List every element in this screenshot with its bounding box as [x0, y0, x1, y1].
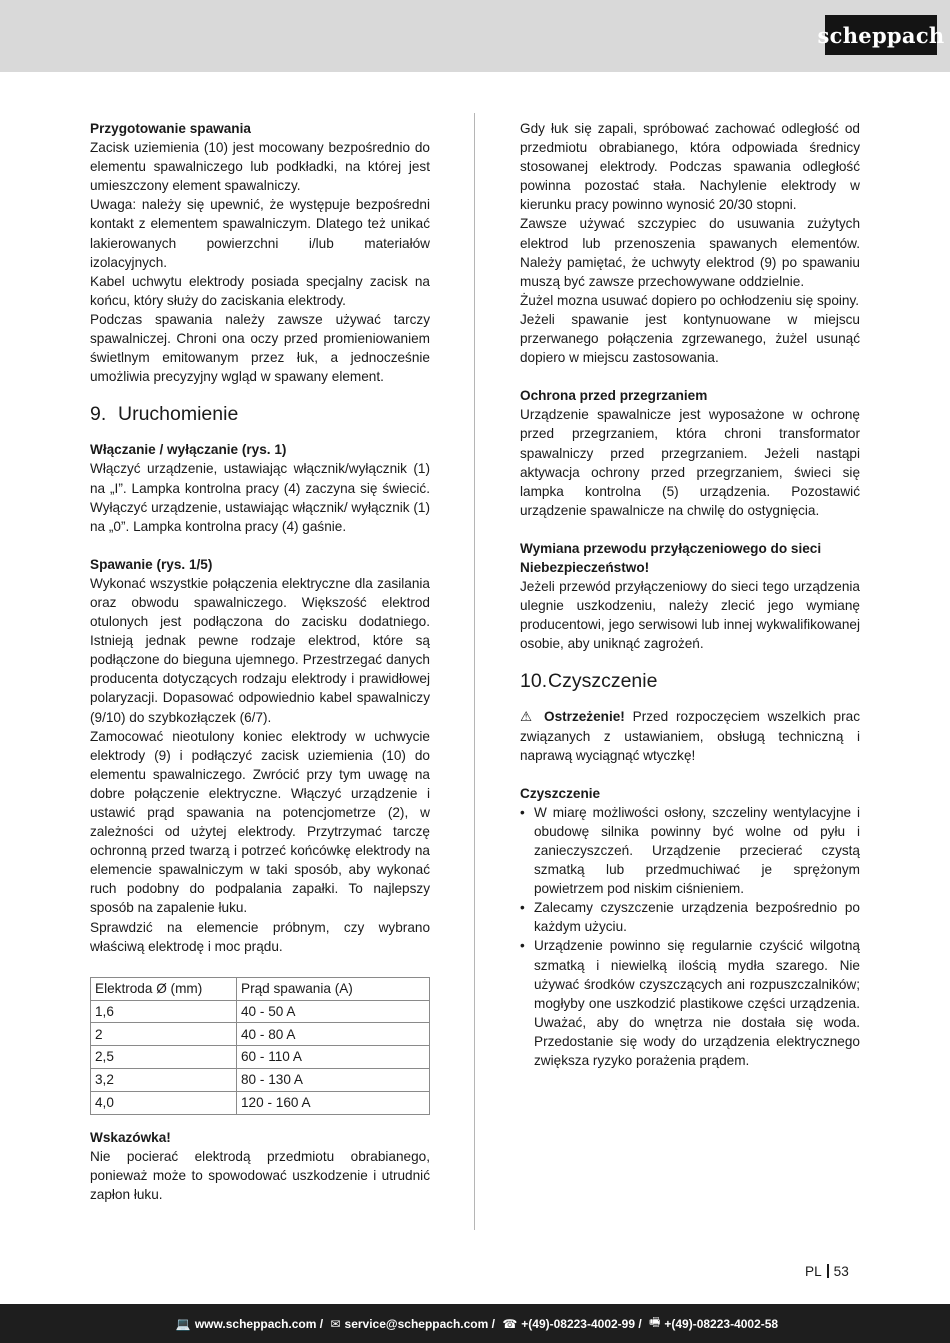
table-header-cell: Prąd spawania (A): [237, 977, 430, 1000]
table-cell: 3,2: [91, 1068, 237, 1091]
page-language: PL: [805, 1264, 822, 1279]
column-divider: [474, 113, 475, 1230]
welding-heading: Spawanie (rys. 1/5): [90, 556, 213, 572]
section-9-heading: [90, 402, 430, 426]
fax-icon: 🖷: [649, 1315, 661, 1329]
arc-paragraph-1: Gdy łuk się zapali, spróbować zachować odległość od przedmiotu obrabianego, która odpowiada średnicy stosowanej elektrody. Podczas spawania odległość powinna pozostać stała. Nachylenie elektrody w kierunku pracy powinno wynosić 20/30 stopni.: [520, 121, 860, 213]
hint-text: Nie pocierać elektrodą przedmiotu obrabianego, ponieważ może to spowodować uszkodzenie i utrudnić zapłon łuku.: [90, 1148, 430, 1202]
welding-current-table: [90, 977, 430, 1115]
section-10-title: Czyszczenie: [548, 670, 658, 693]
section-10-heading: [520, 669, 860, 693]
arc-paragraph-2: Zawsze używać szczypiec do usuwania zużytych elektrod lub przenoszenia spawanych elementów. Należy pamiętać, że uchwyty elektrod (9) po spawaniu muszą być zawsze przechowywane oddzielnie.: [520, 216, 860, 289]
list-item-text: W miarę możliwości osłony, szczeliny wentylacyjne i obudowę silnika powinny być wolne od pyłu i zanieczyszczeń. Urządzenie przecierać czystą szmatką lub przedmuchiwać je sprężonym powietrzem pod niskim ciśnieniem.: [534, 804, 860, 897]
cable-danger: Niebezpieczeństwo!: [520, 559, 650, 575]
hint-heading: Wskazówka!: [90, 1129, 171, 1145]
table-row: [91, 1023, 430, 1046]
table-cell: 4,0: [91, 1091, 237, 1114]
prep-paragraph-2: Uwaga: należy się upewnić, że występuje bezpośredni kontakt z elementem spawalniczym. Dlatego też unikać lakierowanych powierzchni i/lub materiałów izolacyjnych.: [90, 197, 430, 270]
cleaning-list: [520, 803, 860, 1070]
welding-paragraph-2: Zamocować nieotulony koniec elektrody w uchwycie elektrody (9) i podłączyć zacisk uziemienia (10) do elementu spawalniczego. Zwrócić przy tym uwagę na dobre połączenie elektryczne. Włączyć urządzenie i ustawić prąd spawania na potencjometrze (2), w zależności od użytej elektrody. Przytrzymać tarczę ochronną przed twarzą i potrzeć końcówkę elektrody na elemencie spawalniczym w taki sposób, aby wykonać ruch podobny do podpalania zapałki. To najlepszy sposób na zapalenie łuku.: [90, 728, 430, 916]
phone-icon: ☎: [502, 1316, 518, 1331]
welding-paragraph-1: Wykonać wszystkie połączenia elektryczne dla zasilania oraz obwodu spawalniczego. Większość elektrod otulonych jest podłączona do zacisku dodatniego. Istnieją jednak pewne rodzaje elektrod, które są podłączone do bieguna ujemnego. Przestrzegać danych producenta dotyczących rodzaju elektrody i prawidłowej polaryzacji. Dopasować odpowiednio kabel spawalniczy (9/10) do szybkozłączek (6/7).: [90, 575, 430, 725]
table-cell: 1,6: [91, 1000, 237, 1023]
onoff-heading: Włączanie / wyłączanie (rys. 1): [90, 442, 287, 458]
prep-paragraph-4: Podczas spawania należy zawsze używać tarczy spawalniczej. Chroni ona oczy przed promieniowaniem świetlnym emitowanym przez łuk, a jednocześnie umożliwia precyzyjny wgląd w spawany element.: [90, 311, 430, 385]
section-9-number: 9.: [90, 403, 107, 426]
list-item-text: Zalecamy czyszczenie urządzenia bezpośrednio po każdym użyciu.: [534, 900, 860, 935]
page-number-separator: [827, 1264, 829, 1278]
welding-paragraph-3: Sprawdzić na elemencie próbnym, czy wybrano właściwą elektrodę i moc prądu.: [90, 919, 430, 954]
onoff-text: Włączyć urządzenie, ustawiając włącznik/wyłącznik (1) na „I”. Lampka kontrolna pracy (4) zaczyna się świecić. Wyłączyć urządzenie, ustawiając włącznik/ wyłącznik (1) na „0”. Lampka kontrolna pracy (4) gaśnie.: [90, 461, 430, 534]
bullet-icon: •: [520, 938, 525, 954]
header-bar: [0, 0, 950, 72]
list-item: [520, 936, 860, 1070]
table-row: [91, 1046, 430, 1069]
computer-icon: 💻: [175, 1316, 191, 1331]
list-item: [520, 898, 860, 936]
section-9-title: Uruchomienie: [118, 403, 239, 426]
overheat-heading: Ochrona przed przegrzaniem: [520, 388, 708, 404]
cleaning-heading: Czyszczenie: [520, 785, 601, 801]
warning-icon: ⚠: [520, 709, 537, 725]
table-cell: 80 - 130 A: [237, 1068, 430, 1091]
table-cell: 60 - 110 A: [237, 1046, 430, 1069]
arc-paragraph-3: Żużel mozna usuwać dopiero po ochłodzeniu się spoiny.: [520, 292, 860, 308]
footer-email-link[interactable]: service@scheppach.com: [344, 1316, 489, 1331]
footer-separator: /: [316, 1316, 327, 1331]
bullet-icon: •: [520, 804, 525, 820]
table-row: [91, 1000, 430, 1023]
prep-paragraph-1: Zacisk uziemienia (10) jest mocowany bezpośrednio do elementu spawalniczego lub podkładki, na której jest umieszczony element spawalniczy.: [90, 140, 430, 194]
arc-paragraph-4: Jeżeli spawanie jest kontynuowane w miejscu przerwanego połączenia zgrzewanego, żużel usunąć dopiero w miejscu zastosowania.: [520, 311, 860, 366]
overheat-text: Urządzenie spawalnicze jest wyposażone w ochronę przed przegrzaniem, która chroni transformator spawalniczy przed przegrzaniem. Jeżeli nastąpi aktywacja ochrony przed przegrzaniem, świeci się lampka kontrolna (5) urządzenia. Pozostawić urządzenie spawalnicze na chwilę do ostygnięcia.: [520, 407, 860, 518]
list-item-text: Urządzenie powinno się regularnie czyścić wilgotną szmatką i niewielką ilością mydła szarego. Nie używać środków czyszczących ani rozpuszczalników; mogłyby one uszkodzić plastikowe części urządzenia. Uważać, aby do wnętrza nie dostała się woda. Przedostanie się wody do urządzenia elektrycznego zwiększa ryzyko porażenia prądem.: [534, 938, 860, 1069]
table-cell: 40 - 80 A: [237, 1023, 430, 1046]
mail-icon: ✉: [330, 1316, 341, 1331]
table-cell: 2: [91, 1023, 237, 1046]
prep-heading: Przygotowanie spawania: [90, 121, 251, 136]
table-header-cell: Elektroda Ø (mm): [91, 977, 237, 1000]
page-number: [805, 1264, 849, 1279]
footer-phone: +(49)-08223-4002-99: [521, 1316, 636, 1331]
cable-text: Jeżeli przewód przyłączeniowy do sieci tego urządzenia ulegnie uszkodzeniu, należy zlecić jego wymianę producentowi, jego serwisowi lub innej wykwalifikowanej osobie, aby uniknąć zagrożeń.: [520, 579, 860, 652]
warning-paragraph: [520, 707, 860, 764]
section-10-number: 10.: [520, 670, 548, 693]
footer-bar: [0, 1304, 950, 1343]
right-column: [520, 119, 860, 1070]
table-row: [91, 1068, 430, 1091]
left-column: [90, 119, 430, 1204]
table-row: [91, 1091, 430, 1114]
cable-heading: Wymiana przewodu przyłączeniowego do sieci: [520, 540, 822, 556]
prep-paragraph-3: Kabel uchwytu elektrody posiada specjalny zacisk na końcu, który służy do zaciskania elektrody.: [90, 273, 430, 308]
list-item: [520, 803, 860, 898]
scheppach-logo: scheppach: [825, 15, 937, 55]
table-cell: 120 - 160 A: [237, 1091, 430, 1114]
table-cell: 2,5: [91, 1046, 237, 1069]
footer-separator: /: [635, 1316, 646, 1331]
warning-text: Przed rozpoczęciem wszelkich prac związanych z ustawianiem, obsługą techniczną i naprawą wyciągnąć wtyczkę!: [520, 709, 860, 763]
table-header-row: [91, 977, 430, 1000]
warning-label: Ostrzeżenie!: [544, 709, 625, 725]
footer-website-link[interactable]: www.scheppach.com: [194, 1316, 317, 1331]
footer-fax: +(49)-08223-4002-58: [664, 1316, 779, 1331]
table-cell: 40 - 50 A: [237, 1000, 430, 1023]
footer-separator: /: [488, 1316, 499, 1331]
bullet-icon: •: [520, 900, 525, 916]
page-number-value: 53: [833, 1264, 849, 1279]
